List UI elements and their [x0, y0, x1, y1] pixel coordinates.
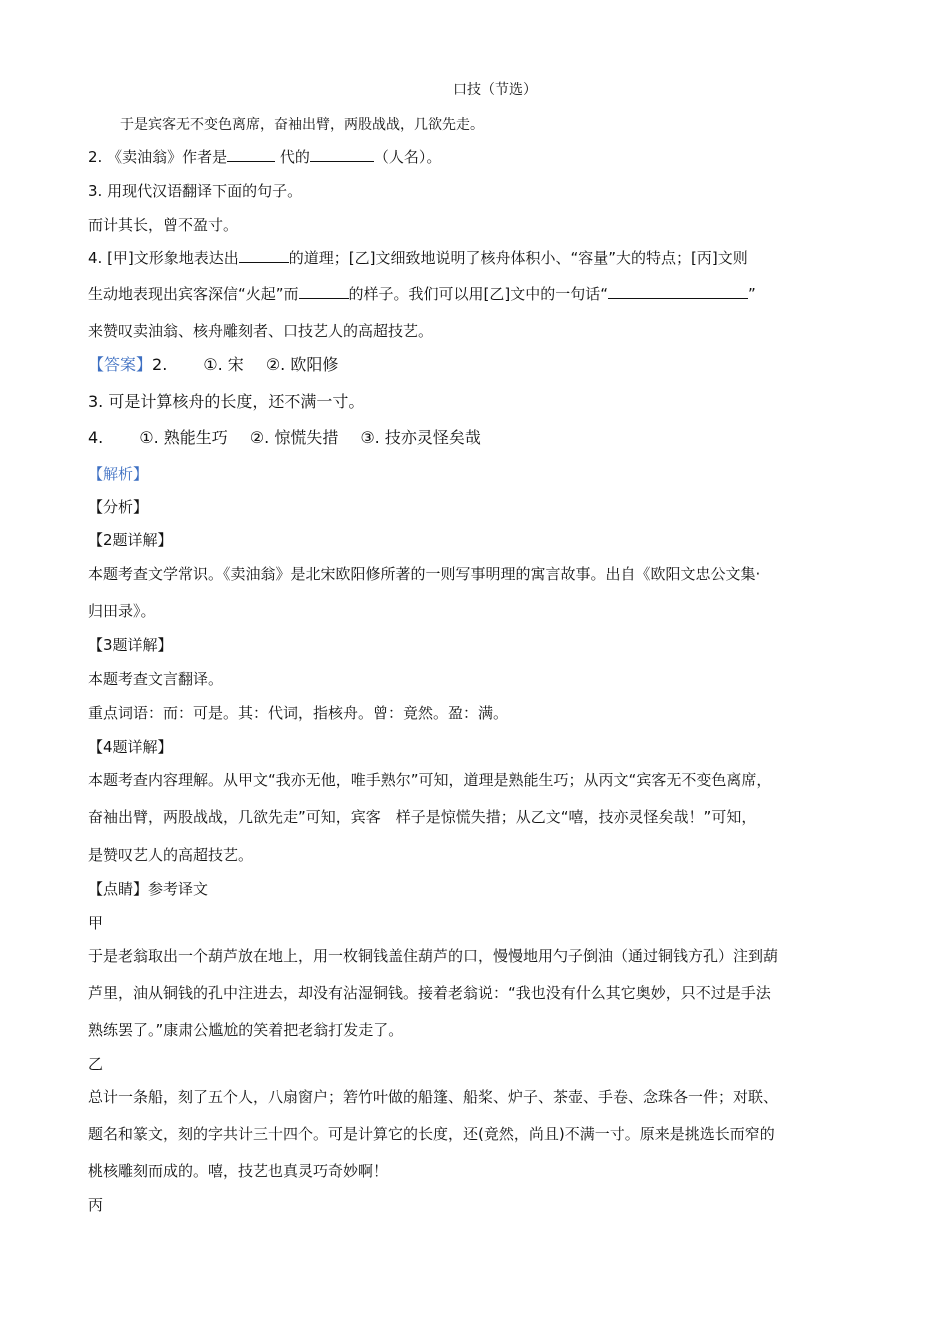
- passage-quote: 于是宾客无不变色离席，奋袖出臂，两股战战，几欲先走。: [120, 117, 484, 133]
- translation-jia-line-3: 熟练罢了。”康肃公尴尬的笑着把老翁打发走了。: [88, 1021, 404, 1039]
- translation-bing-label: 丙: [88, 1196, 104, 1214]
- answer-4-option-1: ①. 熟能生巧: [139, 428, 228, 447]
- answer-4-option-2: ②. 惊慌失措: [249, 428, 339, 447]
- q2-blank-dynasty: [227, 147, 275, 162]
- answer-4-num: 4.: [88, 428, 104, 447]
- answer-2-option-2: ②. 欧阳修: [265, 355, 339, 374]
- q4-text-e: ”: [748, 285, 756, 303]
- q2-text-c: （人名）。: [373, 148, 442, 166]
- detail-4-line-1: 本题考查内容理解。从甲文“我亦无他，唯手熟尔”可知，道理是熟能生巧；从丙文“宾客无不变色离席，: [88, 771, 772, 789]
- translation-jia-line-1: 于是老翁取出一个葫芦放在地上，用一枚铜钱盖住葫芦的口，慢慢地用勺子倒油（通过铜钱方孔）注到葫: [88, 947, 779, 965]
- q2-text-b: 代的: [275, 148, 310, 166]
- q4-text-b: 的道理；[乙]文细致地说明了核舟体积小、“容量”大的特点；[丙]文则: [288, 249, 748, 267]
- detail-4-line-3: 是赞叹艺人的高超技艺。: [88, 846, 254, 864]
- analysis-tag: 【解析】: [88, 465, 149, 483]
- q4-text-d: 的样子。我们可以用[乙]文中的一句话“: [348, 285, 609, 303]
- question-4-line-2: [88, 284, 756, 304]
- detail-3-line-2: 重点词语：而：可是。其：代词，指核舟。曾：竟然。盈：满。: [88, 704, 509, 722]
- question-4-line-1: [88, 248, 748, 268]
- translation-yi-line-3: 桃核雕刻而成的。嘻，技艺也真灵巧奇妙啊！: [88, 1162, 389, 1180]
- translation-jia-label: 甲: [88, 914, 104, 932]
- passage-title: 口技（节选）: [453, 82, 537, 98]
- detail-3-line-1: 本题考查文言翻译。: [88, 670, 224, 688]
- analysis-fenxi: 【分析】: [88, 498, 149, 516]
- translation-yi-label: 乙: [88, 1055, 104, 1073]
- detail-2-line-2: 归田录》。: [88, 602, 156, 620]
- answer-2-num: 2.: [152, 355, 168, 374]
- question-2: [88, 147, 441, 167]
- q2-text-a: 2. 《卖油翁》作者是: [88, 148, 228, 166]
- question-3-sentence: 而计其长，曾不盈寸。: [88, 216, 239, 234]
- q4-text-a: 4. [甲]文形象地表达出: [88, 249, 239, 267]
- answer-4-option-3: ③. 技亦灵怪矣哉: [360, 428, 481, 447]
- q2-blank-author: [310, 147, 374, 162]
- answer-4: [88, 428, 481, 448]
- detail-2-line-1: 本题考查文学常识。《卖油翁》是北宋欧阳修所著的一则写事明理的寓言故事。出自《欧阳文忠公文集·: [88, 565, 761, 583]
- answer-2-option-1: ①. 宋: [203, 355, 244, 374]
- translation-jia-line-2: 芦里，油从铜钱的孔中注进去，却没有沾湿铜钱。接着老翁说：“我也没有什么其它奥妙，只不过是手法: [88, 984, 771, 1002]
- detail-4-heading: 【4题详解】: [88, 738, 173, 756]
- answer-tag: 【答案】: [88, 355, 153, 374]
- detail-3-heading: 【3题详解】: [88, 636, 173, 654]
- q4-blank-3: [608, 284, 748, 299]
- q4-blank-1: [239, 248, 289, 263]
- answer-2: [88, 355, 338, 375]
- detail-4-line-2: 奋袖出臂，两股战战，几欲先走”可知，宾客 样子是惊慌失措；从乙文“嘻，技亦灵怪矣哉！”可知，: [88, 808, 757, 826]
- answer-3: 3. 可是计算核舟的长度，还不满一寸。: [88, 392, 365, 411]
- q4-text-c: 生动地表现出宾客深信“火起”而: [88, 285, 299, 303]
- detail-2-heading: 【2题详解】: [88, 531, 173, 549]
- translation-header: 【点睛】参考译文: [88, 880, 209, 898]
- question-4-line-3: 来赞叹卖油翁、核舟雕刻者、口技艺人的高超技艺。: [88, 322, 434, 340]
- q4-blank-2: [299, 284, 349, 299]
- translation-yi-line-1: 总计一条船，刻了五个人，八扇窗户；箬竹叶做的船篷、船桨、炉子、茶壶、手卷、念珠各一件；对联、: [88, 1088, 779, 1106]
- question-3-stem: 3. 用现代汉语翻译下面的句子。: [88, 182, 303, 200]
- translation-yi-line-2: 题名和篆文，刻的字共计三十四个。可是计算它的长度，还(竟然，尚且)不满一寸。原来是挑选长而窄的: [88, 1125, 775, 1143]
